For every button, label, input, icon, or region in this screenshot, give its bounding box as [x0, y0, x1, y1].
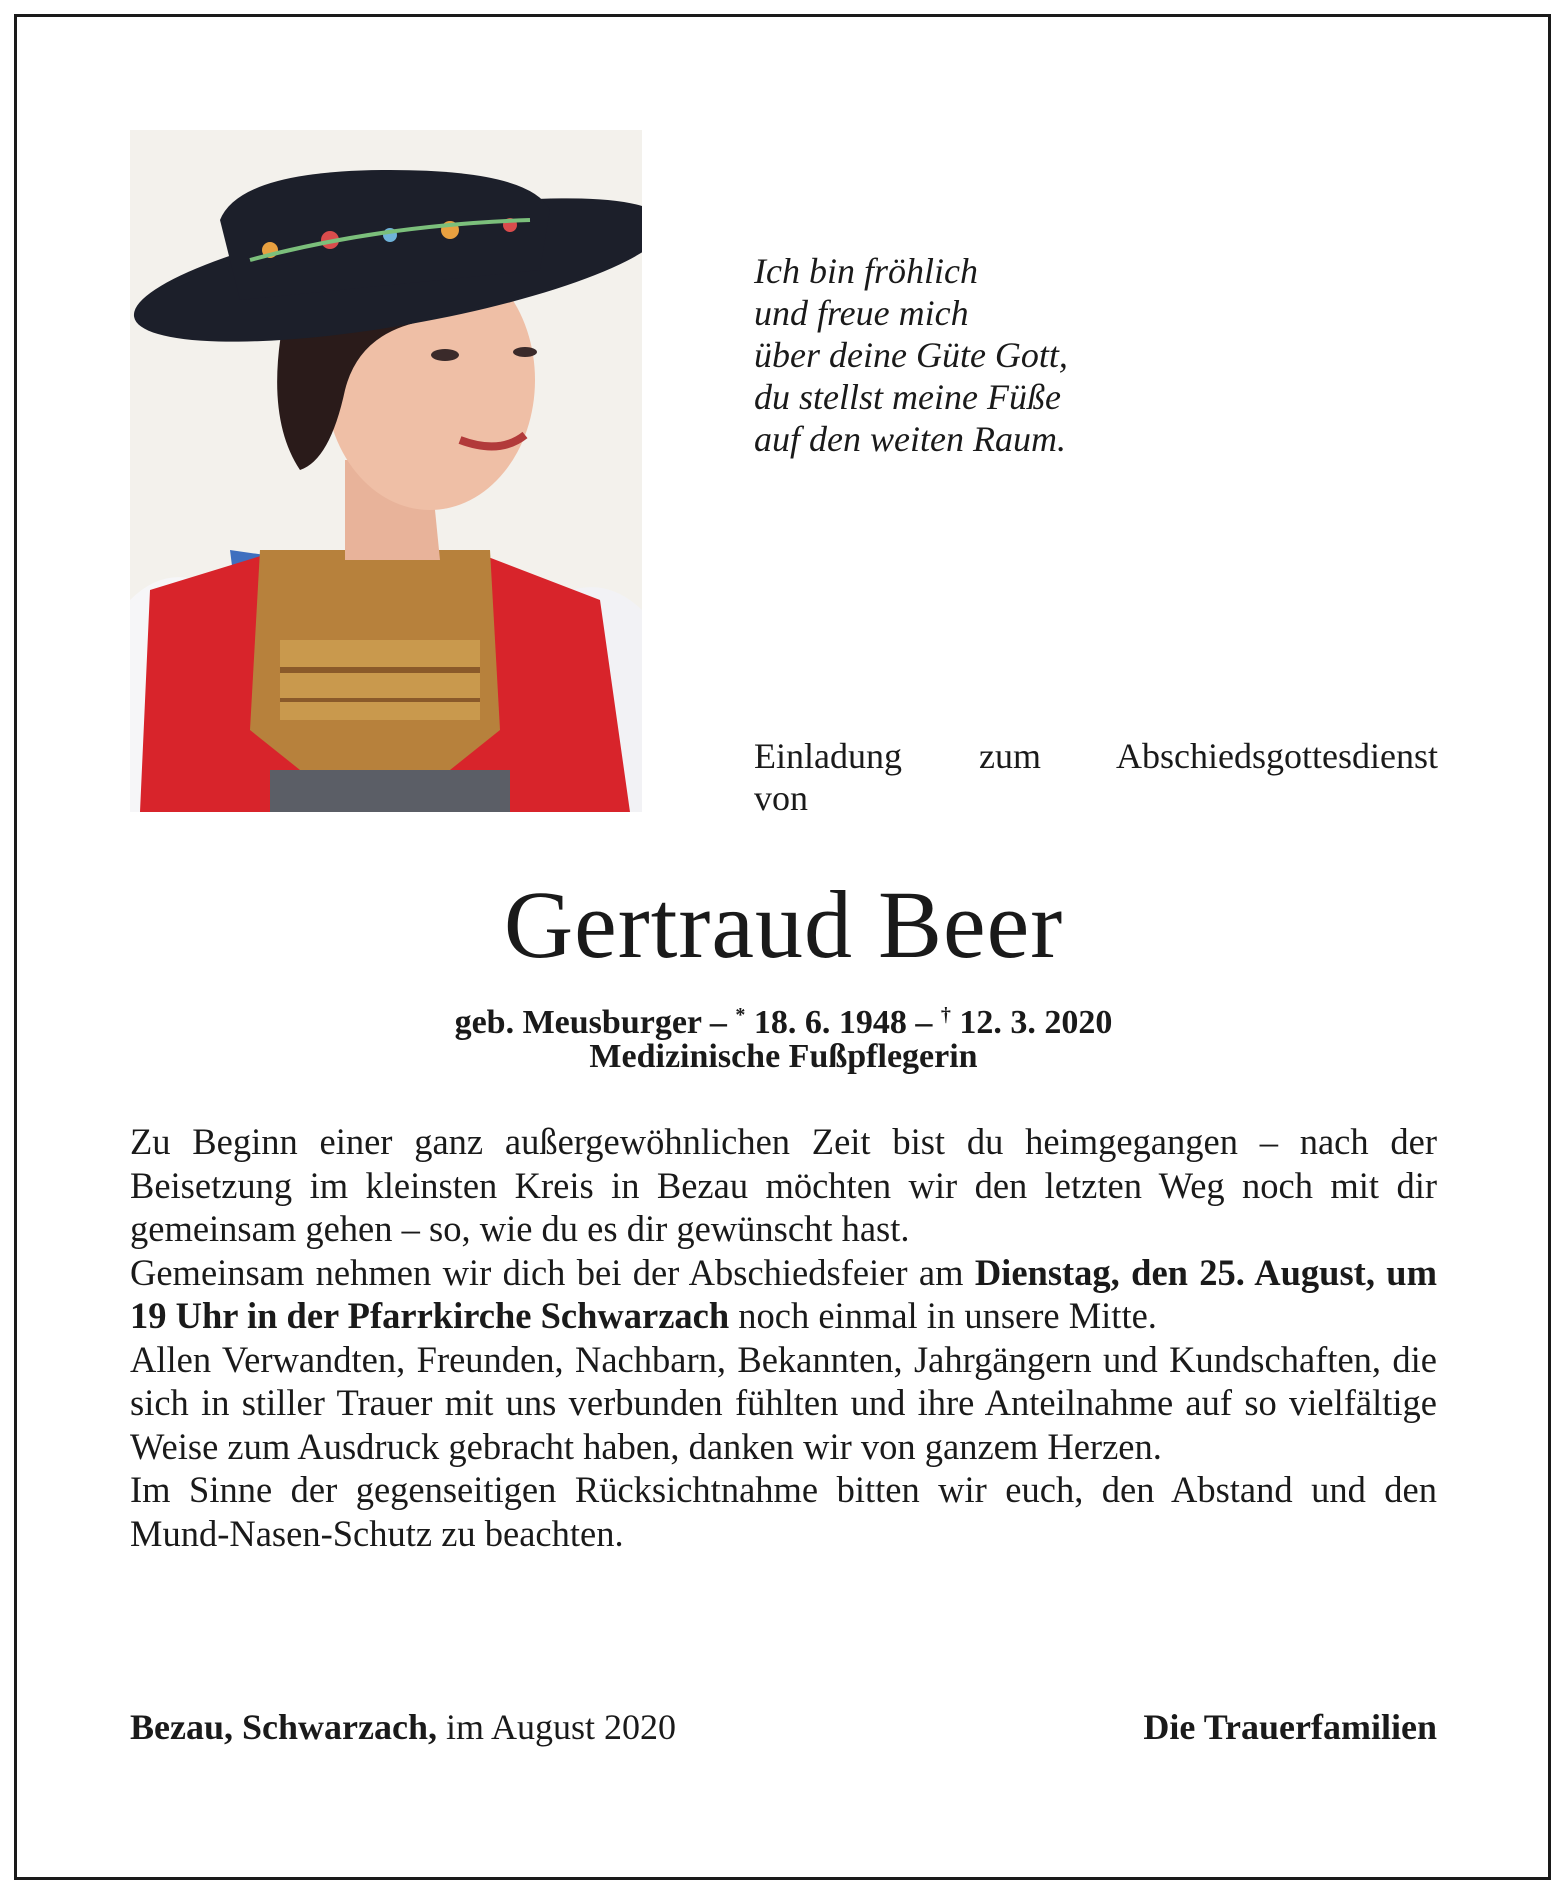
verse-line: Ich bin fröhlich — [754, 251, 978, 291]
invitation-line: Einladung zum Abschiedsgottesdienst — [754, 736, 1438, 776]
birth-date: 18. 6. 1948 — [753, 1004, 907, 1041]
verse-line: auf den weiten Raum. — [754, 419, 1066, 459]
born-symbol: * — [735, 1004, 746, 1026]
invitation-line: von — [754, 778, 808, 818]
footer — [130, 1705, 1437, 1749]
life-dates: geb. Meusburger – * 18. 6. 1948 – † 12. 3. 2020 — [454, 1004, 1113, 1041]
paragraph: Zu Beginn einer ganz außergewöhnlichen Zeit bist du heimgegangen – nach der Beisetzung im kleinsten Kreis in Bezau möchten wir den letzten Weg noch mit dir gemeinsam gehen – so, wie du es dir gewünscht hast. — [130, 1121, 1437, 1249]
verse-line: du stellst meine Füße — [754, 377, 1061, 417]
paragraph: Allen Verwandten, Freunden, Nachbarn, Bekannten, Jahrgängern und Kundschaften, die sich in stiller Trauer mit uns verbunden fühlten und ihre Anteilnahme auf so vielfältige Weise zum Ausdruck gebracht haben, danken wir von ganzem Herzen. — [130, 1338, 1437, 1467]
birth-name: geb. Meusburger — [454, 1004, 702, 1041]
body-text — [130, 1120, 1437, 1555]
verse-line: über deine Güte Gott, — [754, 335, 1068, 375]
death-date: 12. 3. 2020 — [959, 1004, 1113, 1041]
verse — [754, 250, 1314, 460]
place-date — [130, 1705, 676, 1749]
places: Bezau, Schwarzach, — [130, 1707, 437, 1747]
portrait-photo-icon — [130, 130, 642, 812]
deceased-name: Gertraud Beer — [503, 871, 1064, 978]
paragraph: Im Sinne der gegenseitigen Rücksichtnahme bitten wir euch, den Abstand und den Mund-Nasen-Schutz zu beachten. — [130, 1469, 1437, 1554]
portrait-photo — [130, 130, 642, 812]
verse-line: und freue mich — [754, 293, 969, 333]
paragraph: Gemeinsam nehmen wir dich bei der Abschiedsfeier am Dienstag, den 25. August, um 19 Uhr in der Pfarrkirche Schwarzach noch einmal in unsere Mitte. — [130, 1251, 1437, 1336]
date-text: im August 2020 — [445, 1707, 676, 1747]
service-details: Dienstag, den 25. August, um 19 Uhr in der Pfarrkirche Schwarzach — [130, 1251, 1437, 1336]
profession: Medizinische Fußpflegerin — [589, 1038, 978, 1075]
died-symbol: † — [940, 1004, 951, 1026]
invitation — [754, 735, 1438, 819]
signature: Die Trauerfamilien — [1143, 1707, 1437, 1747]
